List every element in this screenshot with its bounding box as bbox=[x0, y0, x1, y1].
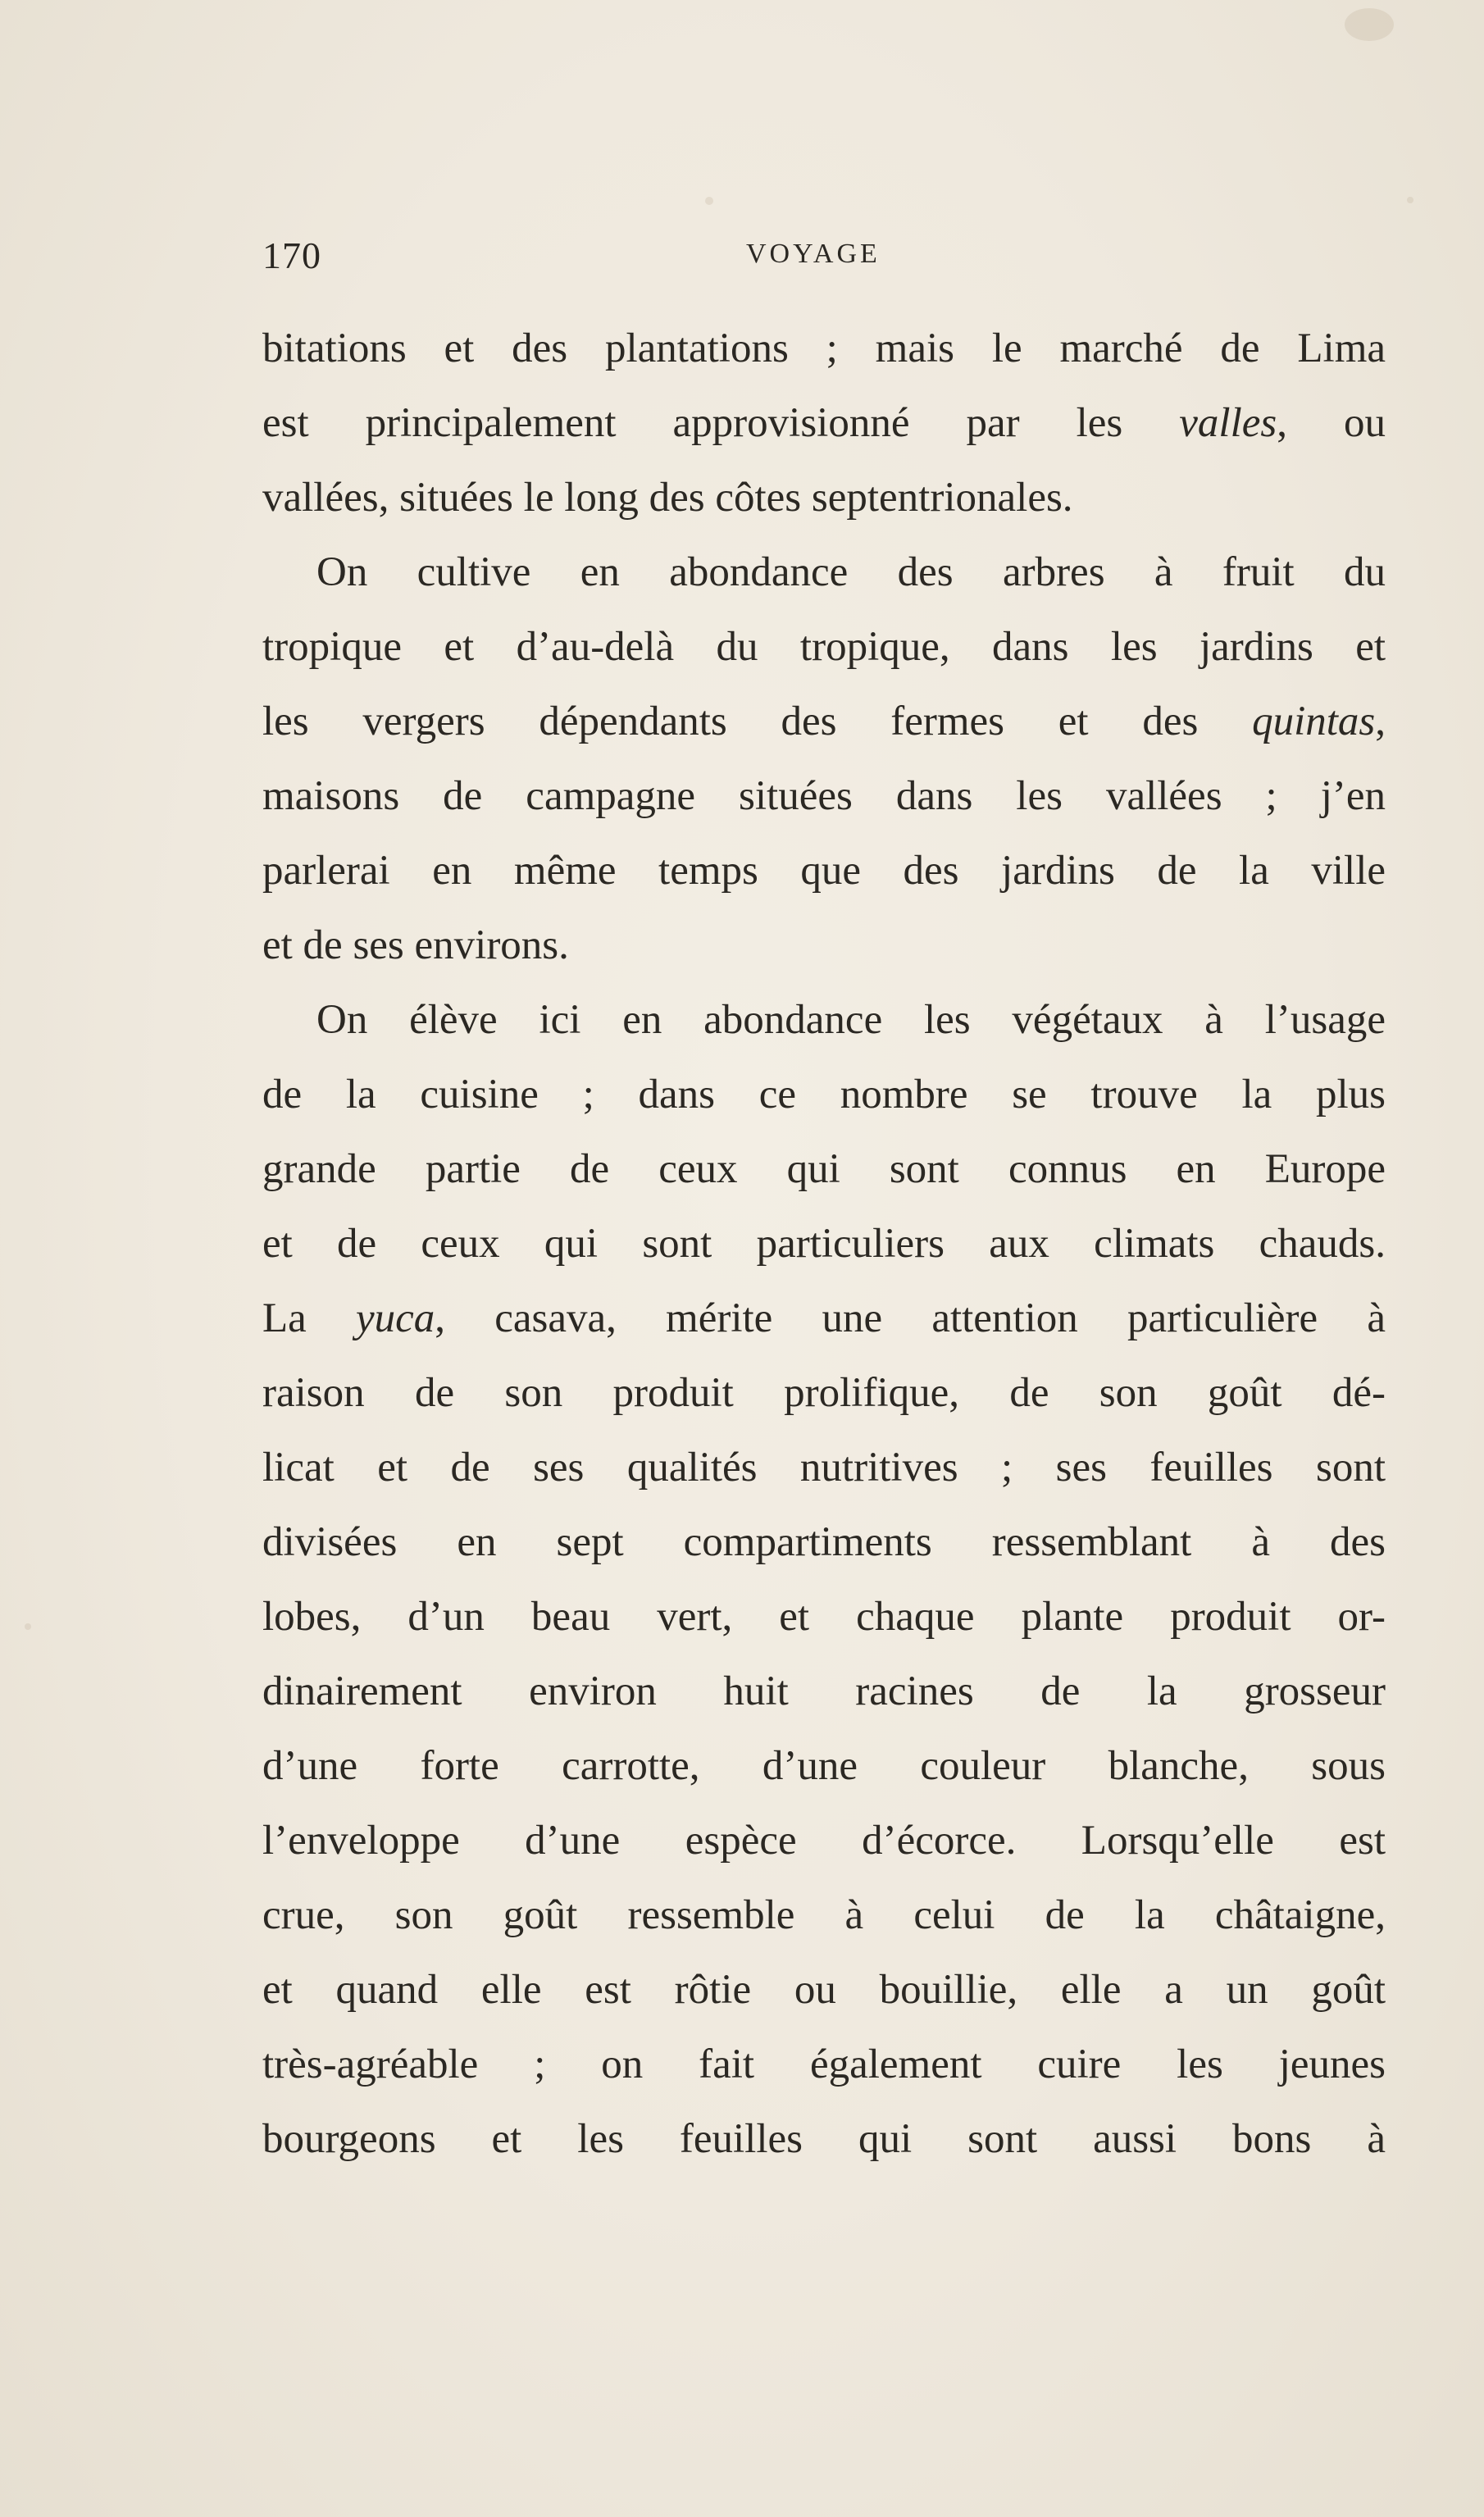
text-line: et de ceux qui sont particuliers aux climats chauds. bbox=[262, 1221, 1386, 1267]
text-line: divisées en sept compartiments ressemblant à des bbox=[262, 1519, 1386, 1565]
paragraph-start-line: On élève ici en abondance les végétaux à l’usage bbox=[316, 997, 1386, 1043]
text-line: très-agréable ; on fait également cuire les jeunes bbox=[262, 2041, 1386, 2087]
text-line: lobes, d’un beau vert, et chaque plante produit or- bbox=[262, 1594, 1386, 1640]
text-line: vallées, situées le long des côtes septentrionales. bbox=[262, 475, 1073, 521]
text-line: l’enveloppe d’une espèce d’écorce. Lorsqu’elle est bbox=[262, 1818, 1386, 1864]
page-number: 170 bbox=[262, 234, 321, 276]
text-line: bitations et des plantations ; mais le marché de Lima bbox=[262, 325, 1386, 371]
running-title: VOYAGE bbox=[746, 239, 881, 269]
italic-term: yuca bbox=[355, 1295, 435, 1341]
text-line: maisons de campagne situées dans les vallées ; j’en bbox=[262, 773, 1386, 819]
text-line: bourgeons et les feuilles qui sont aussi bons à bbox=[262, 2116, 1386, 2162]
text-line: La yuca, casava, mérite une attention particulière à bbox=[262, 1295, 1386, 1341]
text-line: d’une forte carrotte, d’une couleur blanche, sous bbox=[262, 1743, 1386, 1789]
italic-term: quintas bbox=[1252, 699, 1376, 744]
text-line: tropique et d’au-delà du tropique, dans les jardins et bbox=[262, 624, 1386, 670]
text-line: dinairement environ huit racines de la grosseur bbox=[262, 1668, 1386, 1714]
text-line: les vergers dépendants des fermes et des quintas, bbox=[262, 699, 1386, 744]
text-line: de la cuisine ; dans ce nombre se trouve la plus bbox=[262, 1072, 1386, 1117]
paragraph-start-line: On cultive en abondance des arbres à fruit du bbox=[316, 549, 1386, 595]
text-line: crue, son goût ressemble à celui de la châtaigne, bbox=[262, 1892, 1386, 1938]
text-line: raison de son produit prolifique, de son goût dé- bbox=[262, 1370, 1386, 1416]
text-line: licat et de ses qualités nutritives ; ses feuilles sont bbox=[262, 1445, 1386, 1491]
running-head bbox=[262, 234, 1386, 283]
text-line: est principalement approvisionné par les valles, ou bbox=[262, 400, 1386, 446]
text-line: et de ses environs. bbox=[262, 922, 569, 968]
text-line: et quand elle est rôtie ou bouillie, elle a un goût bbox=[262, 1967, 1386, 2013]
text-line: parlerai en même temps que des jardins de la ville bbox=[262, 848, 1386, 894]
italic-term: valles bbox=[1179, 400, 1277, 446]
text-line: grande partie de ceux qui sont connus en Europe bbox=[262, 1146, 1386, 1192]
body-text bbox=[262, 312, 1386, 2177]
